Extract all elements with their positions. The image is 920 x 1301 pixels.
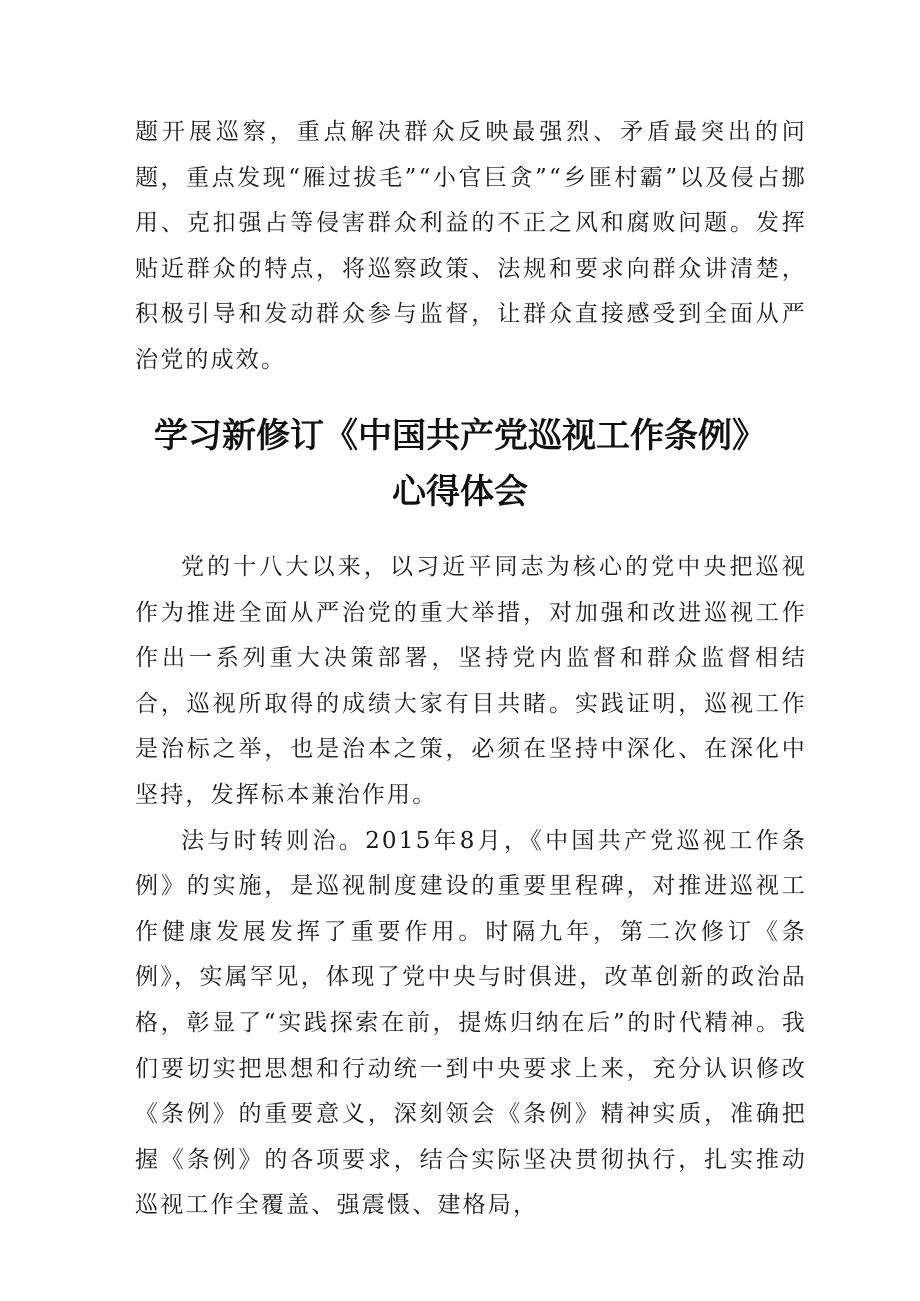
body-paragraph-1: 党的十八大以来，以习近平同志为核心的党中央把巡视作为推进全面从严治党的重大举措，对加强和改进巡视工作作出一系列重大决策部署，坚持党内监督和群众监督相结合，巡视所取得的成绩大家有目共睹。实践证明，巡视工作是治标之举，也是治本之策，必须在坚持中深化、在深化中坚持，发挥标本兼治作用。 [135,554,807,808]
document-title [0,408,920,520]
body-paragraph-2: 法与时转则治。2015年8月，《中国共产党巡视工作条例》的实施，是巡视制度建设的重要里程碑，对推进巡视工作健康发展发挥了重要作用。时隔九年，第二次修订《条例》，实属罕见，体现了党中央与时俱进，改革创新的政治品格，彰显了“实践探索在前，提炼归纳在后”的时代精神。我们要切实把思想和行动统一到中央要求上来，充分认识修改《条例》的重要意义，深刻领会《条例》精神实质，准确把握《条例》的各项要求，结合实际坚决贯彻执行，扎实推动巡视工作全覆盖、强震慑、建格局， [135,827,807,1219]
document-body [135,545,807,1229]
fragment-paragraph: 题开展巡察，重点解决群众反映最强烈、矛盾最突出的问题，重点发现“雁过拔毛”“小官巨贪”“乡匪村霸”以及侵占挪用、克扣强占等侵害群众利益的不正之风和腐败问题。发挥贴近群众的特点，将巡察政策、法规和要求向群众讲清楚，积极引导和发动群众参与监督，让群众直接感受到全面从严治党的成效。 [135,119,807,373]
title-line-2: 心得体会 [392,472,528,512]
title-line-1: 学习新修订《中国共产党巡视工作条例》 [154,416,766,456]
